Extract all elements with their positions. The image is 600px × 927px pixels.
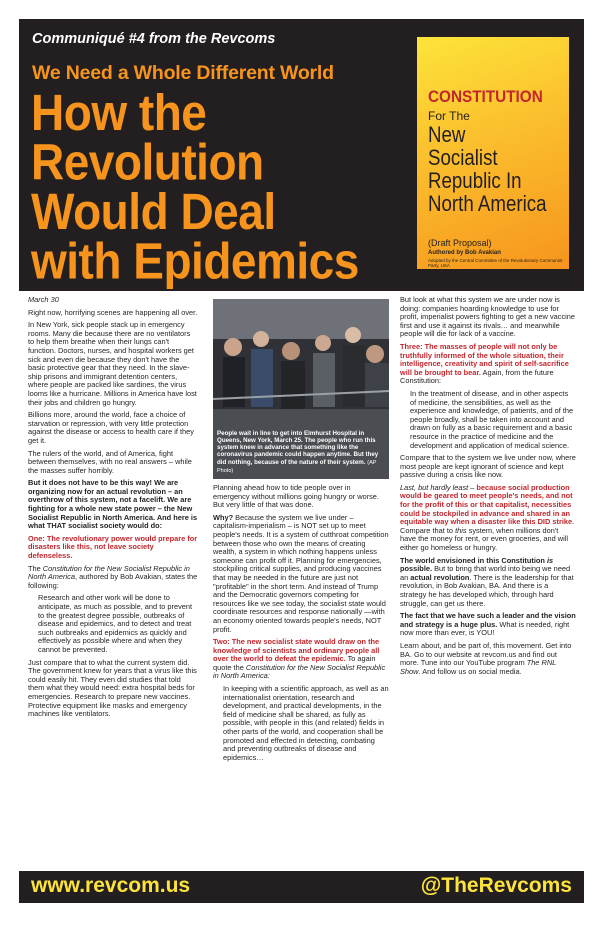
paragraph [213,638,389,681]
constitution-quote: Research and other work will be done to anticipate, as much as possible, and to prevent to the greatest degree possible, outbreaks of disease and epidemics, and to detect and treat such outbreaks and epidemics as quickly and effectively as possible where and when they cannot be prevented. [38,593,193,654]
text-bold: Why? [213,512,234,522]
website-link[interactable]: www.revcom.us [31,874,191,897]
paragraph [28,565,198,591]
paragraph: Just compare that to what the current system did. The government knew for years that a virus like this could easily hit. They even did studies that told them what they would need: extra hospital beds for emergencies. Research to prepare new vaccines. Protective equipment like masks and emergency machines like ventilators. [28,657,197,719]
text-bold-italic: is [547,555,554,565]
column-3 [400,296,576,680]
paragraph-bold: But it does not have to be this way! We are organizing now for an actual revolution – an overthrow of this system, not a facelift. We are fighting for a whole new state power – the New Socialist Republic in North America. And here is what THAT socialist society would do: [28,478,198,531]
paragraph: Billions more, around the world, face a choice of starvation or repression, with very little protection against the disease or access to health care if they get it. [28,410,194,445]
text: Again, from the future Constitution: [400,367,554,386]
kicker: Communiqué #4 from the Revcoms [32,31,276,47]
constitution-quote: In the treatment of disease, and in other aspects of medicine, the sensibilities, as well as the experience and knowledge, of patients, and of the people broadly, shall be taken into account and drawn on fully as a basic requirement and a basic resource in the practice of medicine and the development and application of medical science. [410,388,574,450]
cover-draft: (Draft Proposal) [428,238,492,248]
paragraph [400,612,576,638]
cover-for-the: For The [428,109,470,123]
text-bold: The world envisioned in this Constitution [400,555,547,565]
cover-line: Socialist [428,145,498,170]
text-italic: Constitution for the New Socialist Republic in North America [28,563,190,582]
text: The [28,563,43,573]
headline-line: Revolution [31,133,264,191]
text-italic: this [455,525,467,535]
headline-line: How the [31,83,207,141]
text: Learn about, and be part of, this movement. Get into BA. Go to our website at revcom.us and find out more. Tune into our YouTube program [400,640,572,668]
paragraph [400,484,576,553]
cover-adopted: Adopted by the Central Committee of the Revolutionary Communist Party, USA [428,258,563,268]
text: . There is the leadership for that revolution, in Bob Avakian, BA. And there is a strategy he has developed which, through hard struggle, can get us there. [400,572,574,608]
text-bold: The fact that we have such a leader and the vision and strategy is a huge plus. [400,611,576,629]
point-two: Two: The new socialist state would draw on the knowledge of scientists and ordinary people all over the world to defeat the epidemic. [213,637,380,664]
constitution-quote: In keeping with a scientific approach, as well as an internationalist orientation, research and development, and practical developments, in the field of medicine shall be shared, as fully as possible, with people in this (and related) fields in other parts of the world, and cooperation shall be promoted and effected in detecting, combating and preventing outbreaks of disease and epidemics… [223,684,389,762]
text: system, when millions don't have the money for rent, or even groceries, and will either go homeless or hungry. [400,525,569,553]
column-1 [28,296,198,723]
text-red: because social production would be geared to meet people's needs, and not for the profit of this or that capitalist, necessities could be stockpiled in advance and shared in an equitable way when a disaster like this DID strike [400,482,573,527]
constitution-cover[interactable] [417,37,569,269]
point-one: One: The revolutionary power would prepare for disasters like this, not leave society defenseless. [28,533,198,561]
text-bold: possible. [400,564,433,574]
text: . Compare that to [400,517,575,535]
text-italic: The RNL Show [400,658,557,676]
text-italic: Last, but hardly least – [400,482,477,492]
paragraph: But look at what this system we are under now is doing: companies hoarding knowledge to use for profit, imperialist powers fighting to get a new vaccine first and use it against its rivals… and meanwhile people will die for lack of a vaccine. [400,295,575,339]
paragraph [400,343,576,386]
cover-author: Authored by Bob Avakian [428,250,501,256]
headline-line: with Epidemics [31,232,359,290]
cover-lines [428,123,546,215]
date: March 30 [28,295,59,304]
paragraph: Right now, horrifying scenes are happening all over. [28,307,198,317]
paragraph: Planning ahead how to tide people over in emergency without millions going hungry or worse. But very little of that was done. [213,483,379,510]
text: To again quote the [213,654,376,672]
text-bold: actual revolution [410,572,470,582]
text: . And follow us on social media. [418,666,522,676]
headline-line: Would Deal [31,182,276,240]
cover-title: CONSTITUTION [428,87,543,106]
paragraph: In New York, sick people stack up in emergency rooms. Many die because there are no ventilators to help them breathe when their lungs can't function. Doctors, nurses, and hospital workers get sick and even die because they don't have the basic protective gear that they need. In the slave-ship prisons and immigrant detention centers, where people are packed like sardines, the virus looms like a hurricane. Millions in America have lost their jobs and children go hungry. [28,320,197,407]
paragraph: Compare that to the system we live under now, where most people are kept ignorant of science and kept passive during a crisis like now. [400,453,576,480]
caption-text: People wait in line to get into Elmhurst Hospital in Queens, New York, March 25. The people who run this system knew in advance that something like the coronavirus pandemic could happen anytime. But they did nothing, because of the nature of their system. [217,429,379,466]
text: , authored by Bob Avakian, states the following: [28,572,198,590]
text: But to bring that world into being we need an [400,564,571,582]
paragraph [400,642,576,676]
headline [31,83,359,290]
text: Because the system we live under – capitalism-imperialism – is NOT set up to meet people's needs. It is a system of cutthroat competition between those who own the means of creating wealth, a system in which nothing happens unless someone can profit off it. Planning for emergencies, stockpiling critical supplies, and producing vaccines that may be needed in the future are just not "profitable" in the short term. And instead of Trump and the Democratic governors competing for resources like we see today, the socialist state would coordinate resources and response nationally —with an economy oriented towards people's needs, NOT profit. [213,512,389,634]
paragraph [213,514,389,634]
caption-credit: (AP Photo) [217,459,377,474]
subtitle: We Need a Whole Different World [32,62,334,84]
cover-line: North America [428,191,547,216]
cover-line: New [428,122,466,147]
hospital-line-photo [213,299,389,479]
footer-bar [19,871,584,903]
paragraph [400,557,576,609]
header-banner [19,19,584,291]
social-handle[interactable]: @TheRevcoms [420,874,572,897]
photo-caption [217,430,383,475]
point-three: Three: The masses of people will not only be truthfully informed of the whole situation, their intelligence, creativity and spirit of self-sacrifice will be brought to bear. [400,341,569,377]
column-2 [213,484,389,766]
paragraph: The rulers of the world, and of America, fight between themselves, with no real answers – while the masses suffer horribly. [28,448,192,475]
text-italic: Constitution for the New Socialist Republic in North America: [213,662,386,681]
text: What is needed, right now more than ever, is YOU! [400,619,570,638]
cover-line: Republic In [428,168,522,193]
